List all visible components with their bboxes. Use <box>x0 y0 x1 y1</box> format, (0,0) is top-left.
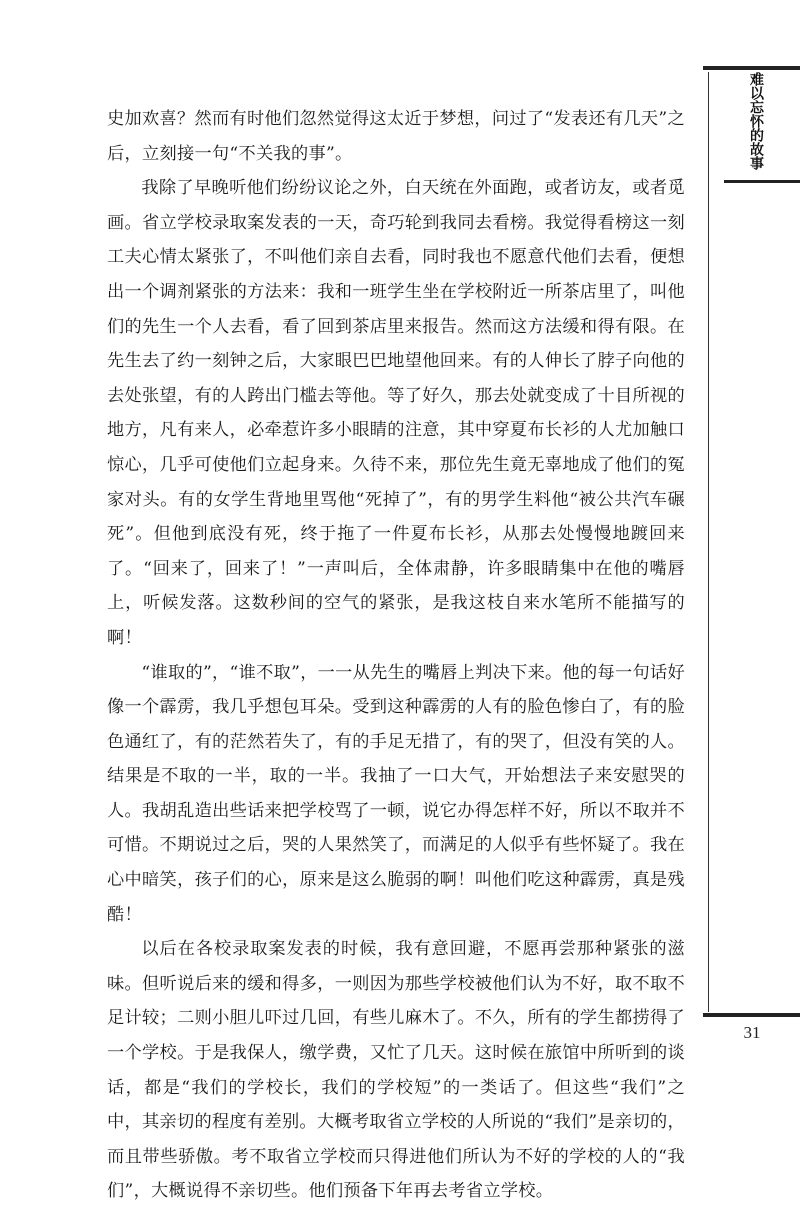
sidebar-title-rule <box>724 180 800 183</box>
page-number: 31 <box>743 1023 761 1042</box>
book-title: 难以忘怀的故事 <box>748 72 764 170</box>
paragraph: 我除了早晚听他们纷纷议论之外，白天统在外面跑，或者访友，或者觅画。省立学校录取案发表的一天，奇巧轮到我同去看榜。我觉得看榜这一刻工夫心情太紧张了，不叫他们亲自去看，同时我也不愿意代他们去看，便想出一个调剂紧张的方法来：我和一班学生坐在学校附近一所茶店里了，叫他们的先生一个人去看，看了回到茶店里来报告。然而这方法缓和得有限。在先生去了约一刻钟之后，大家眼巴巴地望他回来。有的人伸长了脖子向他的去处张望，有的人跨出门槛去等他。等了好久，那去处就变成了十目所视的地方，凡有来人，必牵惹许多小眼睛的注意，其中穿夏布长衫的人尤加触口惊心，几乎可使他们立起身来。久待不来，那位先生竟无辜地成了他们的冤家对头。有的女学生背地里骂他“死掉了”，有的男学生料他“被公共汽车碾死”。但他到底没有死，终于拖了一件夏布长衫，从那去处慢慢地踱回来了。“回来了，回来了！”一声叫后，全体肃静，许多眼睛集中在他的嘴唇上，听候发落。这数秒间的空气的紧张，是我这枝自来水笔所不能描写的啊！ <box>107 178 685 648</box>
sidebar-top-rule <box>703 66 800 70</box>
page-body <box>107 102 685 1209</box>
paragraph: “谁取的”，“谁不取”，一一从先生的嘴唇上判决下来。他的每一句话好像一个霹雳，我几乎想包耳朵。受到这种霹雳的人有的脸色惨白了，有的脸色通红了，有的茫然若失了，有的手足无措了，有的哭了，但没有笑的人。结果是不取的一半，取的一半。我抽了一口大气，开始想法子来安慰哭的人。我胡乱造出些话来把学校骂了一顿，说它办得怎样不好，所以不取并不可惜。不期说过之后，哭的人果然笑了，而满足的人似乎有些怀疑了。我在心中暗笑，孩子们的心，原来是这么脆弱的啊！叫他们吃这种霹雳，真是残酷！ <box>107 662 685 925</box>
footer-rule <box>703 1013 800 1017</box>
sidebar-vertical-rule <box>708 72 709 1012</box>
paragraph-continuation: 史加欢喜？然而有时他们忽然觉得这太近于梦想，问过了“发表还有几天”之后，立刻接一句“不关我的事”。 <box>107 109 685 164</box>
paragraph: 以后在各校录取案发表的时候，我有意回避，不愿再尝那种紧张的滋味。但听说后来的缓和得多，一则因为那些学校被他们认为不好，取不取不足计较；二则小胆儿吓过几回，有些儿麻木了。不久，所有的学生都捞得了一个学校。于是我保人，缴学费，又忙了几天。这时候在旅馆中所听到的谈话，都是“我们的学校长，我们的学校短”的一类话了。但这些“我们”之中，其亲切的程度有差别。大概考取省立学校的人所说的“我们”是亲切的，而且带些骄傲。考不取省立学校而只得进他们所认为不好的学校的人的“我们”，大概说得不亲切些。他们预备下年再去考省立学校。 <box>107 939 685 1202</box>
